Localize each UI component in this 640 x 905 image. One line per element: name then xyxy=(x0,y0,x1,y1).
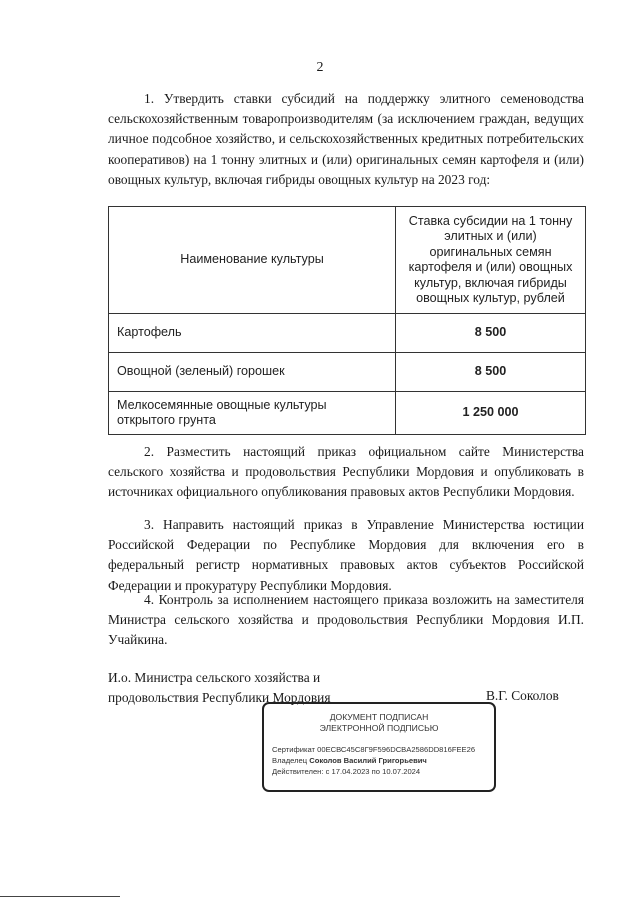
stamp-title-line-2: ЭЛЕКТРОННОЙ ПОДПИСЬЮ xyxy=(319,723,439,733)
stamp-certificate-line xyxy=(272,744,475,755)
stamp-valid-to: 10.07.2024 xyxy=(382,767,421,776)
footer-divider xyxy=(0,896,120,897)
crop-name-cell: Мелкосемянные овощные культуры открытого грунта xyxy=(109,392,396,435)
crop-name-cell: Овощной (зеленый) горошек xyxy=(109,353,396,392)
stamp-valid-to-label: по xyxy=(371,767,380,776)
stamp-valid-from: 17.04.2023 xyxy=(331,767,370,776)
table-row xyxy=(109,314,586,353)
table-row xyxy=(109,392,586,435)
stamp-title xyxy=(264,712,494,734)
electronic-signature-stamp xyxy=(262,702,496,792)
paragraph-3: 3. Направить настоящий приказ в Управление Министерства юстиции Российской Федерации по Республике Мордовия для включения его в федеральный регистр нормативных правовых актов субъектов Российской Федерации и прокуратуру Республики Мордовия. xyxy=(108,517,584,593)
paragraph-4: 4. Контроль за исполнением настоящего приказа возложить на заместителя Министра сельского хозяйства и продовольствия Республики Мордовия И.П. Учайкина. xyxy=(108,592,584,648)
crop-name-cell: Картофель xyxy=(109,314,396,353)
stamp-certificate-value: 00ЕСВС45С8Г9F596DCBA2586DD816FEE26 xyxy=(317,745,476,754)
header-subsidy-rate: Ставка субсидии на 1 тонну элитных и (или) оригинальных семян картофеля и (или) овощных культур, включая гибриды овощных культур, рублей xyxy=(396,207,586,314)
rate-value-cell: 1 250 000 xyxy=(396,392,586,435)
subsidy-rates-table xyxy=(108,206,586,435)
signer-position-line-2: продовольствия Республики Мордовия xyxy=(108,690,331,705)
stamp-validity-line xyxy=(272,766,475,777)
page-number: 2 xyxy=(316,60,324,75)
stamp-owner-label: Владелец xyxy=(272,756,308,765)
stamp-details xyxy=(272,744,475,777)
rate-value-cell: 8 500 xyxy=(396,314,586,353)
signer-name: В.Г. Соколов xyxy=(486,688,559,703)
table-row xyxy=(109,353,586,392)
stamp-valid-label: Действителен: с xyxy=(272,767,330,776)
stamp-owner-line xyxy=(272,755,475,766)
rate-value-cell: 8 500 xyxy=(396,353,586,392)
table-header-row xyxy=(109,207,586,314)
stamp-title-line-1: ДОКУМЕНТ ПОДПИСАН xyxy=(329,712,429,722)
stamp-certificate-label: Сертификат xyxy=(272,745,315,754)
header-crop-name: Наименование культуры xyxy=(109,207,396,314)
signer-position-line-1: И.о. Министра сельского хозяйства и xyxy=(108,670,321,685)
paragraph-2: 2. Разместить настоящий приказ официальном сайте Министерства сельского хозяйства и продовольствия Республики Мордовия и опубликовать в источниках официального опубликования правовых актов Республики Мордовия. xyxy=(108,444,584,500)
paragraph-1: 1. Утвердить ставки субсидий на поддержку элитного семеноводства сельскохозяйственным товаропроизводителям (за исключением граждан, ведущих личное подсобное хозяйство, и сельскохозяйственных кредитных потребительских кооперативов) на 1 тонну элитных и (или) оригинальных семян картофеля и (или) овощных культур, включая гибриды овощных культур на 2023 год: xyxy=(108,91,584,187)
stamp-owner-value: Соколов Василий Григорьевич xyxy=(309,756,427,765)
